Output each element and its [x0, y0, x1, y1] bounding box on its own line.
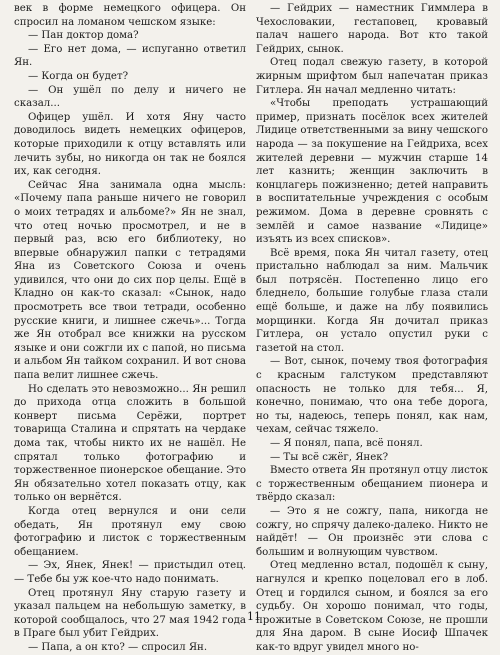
paragraph: — Гейдрих — наместник Гиммлера в Чехословакии, гестаповец, кровавый палач нашего народа. Вот кто такой Гейдрих, сынок.: [256, 3, 488, 55]
paragraph: Отец медленно встал, подошёл к сыну, нагнулся и крепко поцеловал его в лоб. Отец и гордился сыном, и боялся за его судьбу. Он хорошо понимал, что годы, прожитые в Советском Союзе, не прошли для Яна даром. В сыне Иосиф Шпачек как-то вдруг увидел много но-: [256, 560, 488, 653]
paragraph: Но сделать это невозможно... Ян решил до прихода отца сложить в большой конверт письма Серёжи, портрет товарища Сталина и спрятать на чердаке дома так, чтобы никто их не нашёл. Не спрятал только фотографию и торжественное пионерское обещание. Это Ян обязательно хотел показать отцу, как только он вернётся.: [14, 383, 246, 504]
paragraph: Отец подал свежую газету, в которой жирным шрифтом был напечатан приказ Гитлера. Ян начал медленно читать:: [256, 57, 488, 96]
paragraph: — Пан доктор дома?: [28, 30, 139, 42]
paragraph: — Вот, сынок, почему твоя фотография с красным галстуком представляют опасность не только для тебя... Я, конечно, понимаю, что она тебе дорога, но ты, надеюсь, теперь понял, как нам, чехам, сейчас тяжело.: [256, 356, 488, 436]
paragraph: — Это я не сожгу, папа, никогда не сожгу, но спрячу далеко-далеко. Никто не найдёт! — Он произнёс эти слова с большим и волнующим чувством.: [256, 505, 488, 558]
paragraph: век в форме немецкого офицера. Он спросил на ломаном чешском языке:: [14, 3, 246, 28]
right-column: [256, 2, 488, 655]
paragraph: Отец протянул Яну старую газету и указал пальцем на небольшую заметку, в которой сообщалось, что 27 мая 1942 года в Праге был убит Гейдрих.: [14, 587, 246, 640]
paragraph: — Его нет дома, — испуганно ответил Ян.: [14, 43, 246, 69]
paragraph: «Чтобы преподать устрашающий пример, признать посёлок всех жителей Лидице ответственными за вину чешского народа — за покушение на Гейдриха, всех жителей деревни — мужчин старше 14 лет казнить; женщин заключить в концлагерь пожизненно; детей направить в воспитательные учреждения с особым режимом. Дома в деревне сровнять с землёй и самое название «Лидице» изъять из всех списков».: [256, 98, 488, 246]
left-column: [14, 2, 246, 655]
page-number: 11: [247, 610, 261, 623]
paragraph: — Эх, Янек, Янек! — пристыдил отец. — Тебе бы уж кое-что надо понимать.: [14, 560, 246, 585]
paragraph: — Когда он будет?: [28, 70, 129, 82]
paragraph: Вместо ответа Ян протянул отцу листок с торжественным обещанием пионера и твёрдо сказал:: [256, 465, 488, 504]
paragraph: — Ты всё сжёг, Янек?: [270, 451, 389, 463]
paragraph: Всё время, пока Ян читал газету, отец пристально наблюдал за ним. Мальчик был потрясён. Постепенно лицо его бледнело, большие голубые глаза стали ещё больше, и даже на лбу появились морщинки. Когда Ян дочитал приказ Гитлера, он устало опустил руки с газетой на стол.: [256, 247, 488, 354]
paragraph: — Папа, а он кто? — спросил Ян.: [28, 641, 208, 653]
paragraph: — Я понял, папа, всё понял.: [270, 438, 423, 449]
paragraph: Когда отец вернулся и они сели обедать, Ян протянул ему свою фотографию и листок с торжественным обещанием.: [14, 505, 246, 558]
paragraph: — Он ушёл по делу и ничего не сказал...: [14, 84, 246, 110]
paragraph: Офицер ушёл. И хотя Яну часто доводилось видеть немецких офицеров, которые приходили к отцу вставлять или лечить зубы, но никогда он так не боялся их, как сегодня.: [14, 111, 246, 178]
paragraph: Сейчас Яна занимала одна мысль: «Почему папа раньше ничего не говорил о моих тетрадях и альбоме?» Ян не знал, что отец ночью просмотрел, и не в первый раз, всю его библиотеку, но впервые обнаружил папки с тетрадями Яна из Советского Союза и очень удивился, что они до сих пор целы. Ещё в Кладно он как-то сказал: «Сынок, надо просмотреть все твои тетради, особенно русские книги, и лишнее сжечь»... Тогда же Ян отобрал все книжки на русском языке и они сожгли их с папой, но письма и альбом Ян тайком сохранил. И вот снова папа велит лишнее сжечь.: [14, 179, 246, 382]
